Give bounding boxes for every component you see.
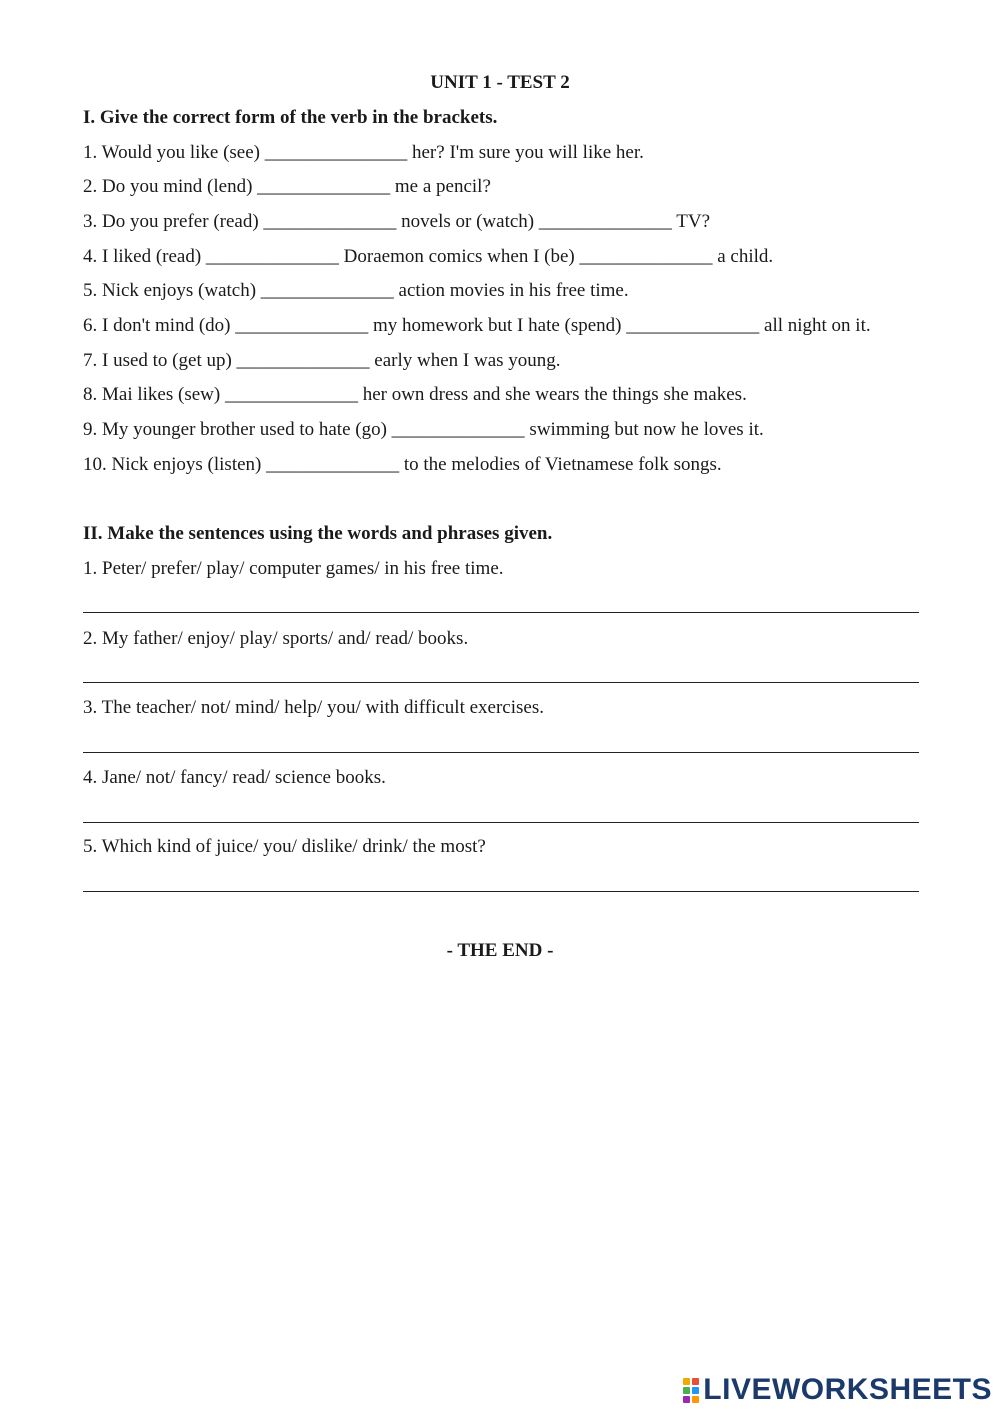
exercise-1-item: 2. Do you mind (lend) ______________ me a pencil? bbox=[83, 176, 491, 197]
exercise-2-item: 4. Jane/ not/ fancy/ read/ science books. bbox=[83, 767, 386, 788]
end-text: - THE END - bbox=[446, 940, 554, 961]
exercise-1-item: 1. Would you like (see) _______________ her? I'm sure you will like her. bbox=[83, 142, 644, 163]
exercise-1-item: 8. Mai likes (sew) ______________ her own dress and she wears the things she makes. bbox=[83, 384, 747, 405]
exercise-1-item: 4. I liked (read) ______________ Doraemon comics when I (be) ______________ a child. bbox=[83, 246, 774, 267]
exercise-1-item: 6. I don't mind (do) ______________ my homework but I hate (spend) ______________ all night on it. bbox=[83, 315, 871, 336]
section-1-heading: I. Give the correct form of the verb in the brackets. bbox=[83, 107, 498, 128]
exercise-1-item: 7. I used to (get up) ______________ early when I was young. bbox=[83, 350, 561, 371]
logo-mark-icon bbox=[683, 1378, 699, 1403]
logo-text: LIVEWORKSHEETS bbox=[703, 1373, 992, 1406]
answer-line[interactable] bbox=[83, 752, 919, 753]
page-title: UNIT 1 - TEST 2 bbox=[430, 72, 570, 93]
answer-line[interactable] bbox=[83, 612, 919, 613]
exercise-1-item: 5. Nick enjoys (watch) ______________ action movies in his free time. bbox=[83, 280, 629, 301]
exercise-2-item: 2. My father/ enjoy/ play/ sports/ and/ read/ books. bbox=[83, 628, 469, 649]
answer-line[interactable] bbox=[83, 822, 919, 823]
exercise-1-item: 3. Do you prefer (read) ______________ novels or (watch) ______________ TV? bbox=[83, 211, 711, 232]
exercise-2-item: 5. Which kind of juice/ you/ dislike/ drink/ the most? bbox=[83, 836, 486, 857]
section-2-heading: II. Make the sentences using the words and phrases given. bbox=[83, 523, 553, 544]
exercise-2-item: 3. The teacher/ not/ mind/ help/ you/ with difficult exercises. bbox=[83, 697, 544, 718]
answer-line[interactable] bbox=[83, 891, 919, 892]
exercise-2-item: 1. Peter/ prefer/ play/ computer games/ in his free time. bbox=[83, 558, 504, 579]
answer-line[interactable] bbox=[83, 682, 919, 683]
liveworksheets-logo bbox=[683, 1375, 992, 1405]
exercise-1-item: 9. My younger brother used to hate (go) ______________ swimming but now he loves it. bbox=[83, 419, 764, 440]
exercise-1-item: 10. Nick enjoys (listen) ______________ to the melodies of Vietnamese folk songs. bbox=[83, 454, 722, 475]
